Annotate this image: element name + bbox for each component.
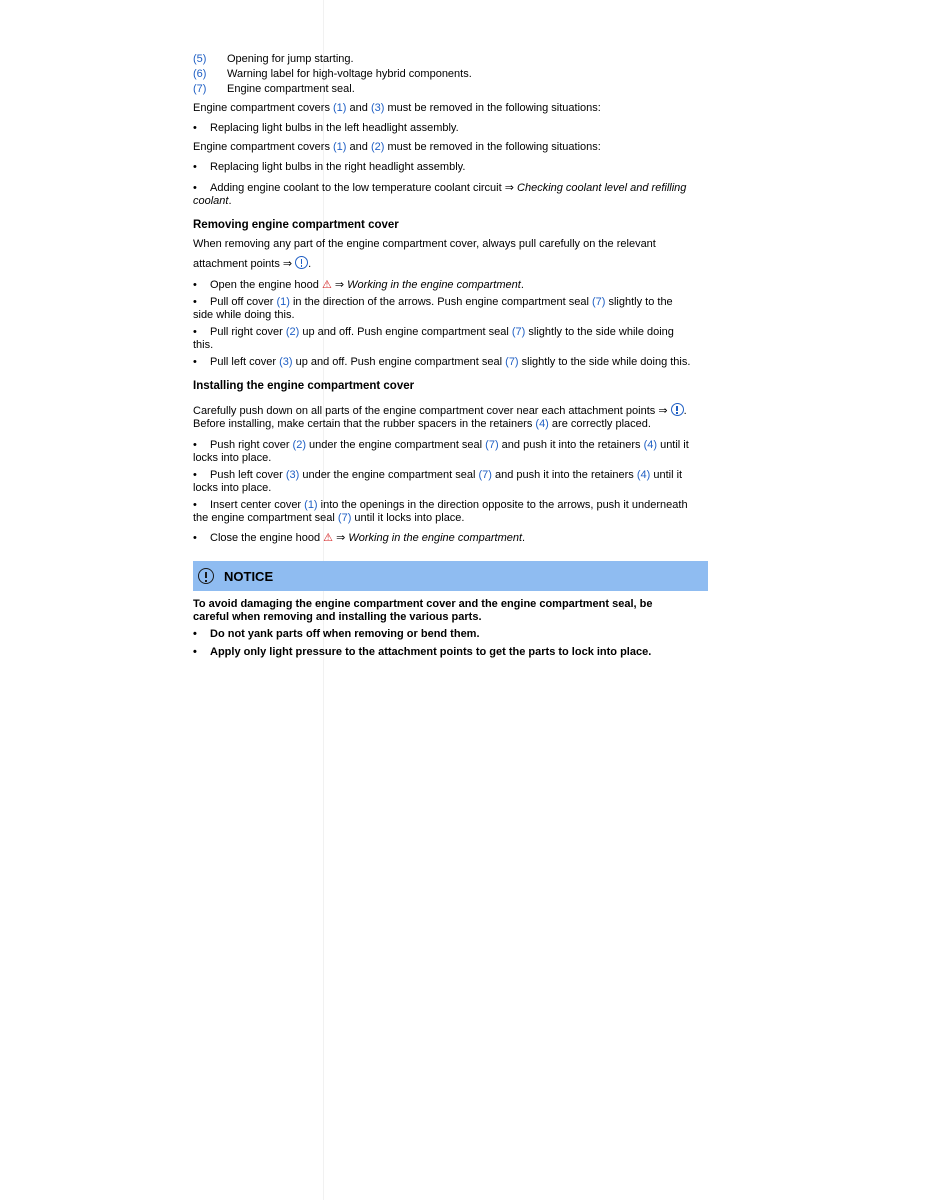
callout-ref[interactable]: (3) [279,356,293,368]
text: . [683,405,687,417]
bullet-right-headlight [193,161,708,174]
text: must be removed in the following situations: [384,102,601,114]
bullet-open-hood [193,279,708,292]
text: Pull right cover [210,326,286,338]
text: Push left cover [210,469,286,481]
text: slightly to the side while doing this. [518,356,691,368]
covers-1-3-paragraph [193,102,708,115]
legend-text: Engine compartment seal. [227,83,355,95]
bullet-pull-right-cover [193,326,708,352]
bullet-dot: • [193,182,197,194]
text: locks into place. [193,452,272,464]
warning-triangle-icon[interactable]: ⚠ [323,532,334,544]
text: until it [650,469,683,481]
bullet-dot: • [193,628,197,640]
text: When removing any part of the engine compartment cover, always pull carefully on the relevant [193,238,656,250]
text: . [520,279,524,291]
text: locks into place. [193,482,272,494]
bullet-dot: • [193,532,197,544]
removing-intro-cont [193,256,708,271]
removing-heading: Removing engine compartment cover [193,219,399,231]
text: ⇒ [331,279,348,291]
notice-text [193,598,708,624]
legend-number: (5) [193,53,207,65]
installing-intro [193,403,708,431]
text: . [308,258,312,270]
callout-ref[interactable]: (3) [285,469,300,481]
bullet-text: Open the engine hood [210,279,322,291]
callout-ref[interactable]: (1) [304,499,318,511]
text: this. [193,339,214,351]
callout-ref[interactable]: (1) [333,102,347,114]
notice-banner [193,561,708,591]
text: until it [657,439,689,451]
text: Pull left cover [210,356,280,368]
bullet-text: Adding engine coolant to the low temperature coolant circuit ⇒ [210,182,518,194]
removing-intro [193,238,708,251]
text: side while doing this. [193,309,295,321]
bullet-dot: • [193,469,197,481]
text: Engine compartment covers [193,102,334,114]
notice-bullet-pressure [193,646,708,659]
legend-number: (6) [193,68,207,80]
legend-text: Warning label for high-voltage hybrid components. [227,68,472,80]
notice-ref-icon[interactable] [671,403,684,416]
text: and [346,141,371,153]
bullet-dot: • [193,122,197,134]
text: under the engine compartment seal [306,439,486,451]
text: careful when removing and installing the various parts. [193,611,482,623]
bullet-pull-left-cover [193,356,708,369]
callout-ref[interactable]: (1) [333,141,347,153]
bullet-dot: • [193,279,197,291]
exclamation-circle-icon [198,568,214,584]
bullet-coolant [193,182,708,208]
covers-1-2-paragraph [193,141,708,154]
callout-ref[interactable]: (3) [370,102,385,114]
text: Carefully push down on all parts of the engine compartment cover near each attachment points ⇒ [193,405,671,417]
callout-ref[interactable]: (4) [643,439,658,451]
manual-page [193,52,708,659]
callout-ref[interactable]: (4) [535,418,549,430]
text: ⇒ [333,532,349,544]
bullet-left-headlight [193,122,708,135]
bullet-text: Apply only light pressure to the attachment points to get the parts to lock into place. [210,646,652,658]
text: and push it into the retainers [498,439,644,451]
callout-ref[interactable]: (2) [292,439,306,451]
text: Before installing, make certain that the rubber spacers in the retainers [193,418,536,430]
legend-number: (7) [193,83,207,95]
installing-heading: Installing the engine compartment cover [193,380,415,392]
text: are correctly placed. [548,418,651,430]
warning-triangle-icon[interactable]: ⚠ [321,279,332,291]
text: into the openings in the direction opposite to the arrows, push it underneath [317,499,688,511]
cross-reference-link[interactable]: Working in the engine compartment [348,532,523,544]
text: must be removed in the following situations: [384,141,601,153]
bullet-push-left-cover [193,469,708,495]
text: and push it into the retainers [491,469,637,481]
callout-ref[interactable]: (2) [370,141,385,153]
bullet-dot: • [193,296,197,308]
bullet-close-hood [193,532,708,545]
callout-ref[interactable]: (2) [285,326,300,338]
legend-text: Opening for jump starting. [227,53,354,65]
bullet-push-right-cover [193,439,708,465]
text: Push right cover [210,439,293,451]
text: slightly to the [605,296,673,308]
notice-bullet-yank [193,628,708,641]
text: To avoid damaging the engine compartment cover and the engine compartment seal, be [193,598,653,610]
text: under the engine compartment seal [299,469,479,481]
legend-item [193,82,708,97]
text: Pull off cover [210,296,277,308]
text: and [346,102,371,114]
bullet-dot: • [193,439,197,451]
text: Insert center cover [210,499,305,511]
callout-ref[interactable]: (1) [276,296,290,308]
callout-ref[interactable]: (7) [511,326,526,338]
callout-ref[interactable]: (7) [337,512,352,524]
text: up and off. Push engine compartment seal [299,326,512,338]
text: in the direction of the arrows. Push engine compartment seal [289,296,592,308]
bullet-text: Replacing light bulbs in the left headlight assembly. [210,122,459,134]
text: . [522,532,526,544]
bullet-insert-center-cover [193,499,708,525]
bullet-dot: • [193,499,197,511]
bullet-dot: • [193,161,197,173]
text: the engine compartment seal [193,512,338,524]
bullet-dot: • [193,646,197,658]
callout-ref[interactable]: (7) [478,469,492,481]
notice-ref-icon[interactable] [295,256,308,269]
legend-list [193,52,708,97]
bullet-dot: • [193,326,197,338]
cross-reference-link[interactable]: Checking coolant level and refilling coolant [193,182,687,207]
callout-ref[interactable]: (7) [591,296,606,308]
cross-reference-link[interactable]: Working in the engine compartment [347,279,521,291]
text: . [228,195,232,207]
callout-ref[interactable]: (7) [485,439,499,451]
text: until it locks into place. [351,512,465,524]
bullet-dot: • [193,356,197,368]
text: up and off. Push engine compartment seal [292,356,506,368]
notice-title: NOTICE [224,568,274,584]
legend-item [193,52,708,67]
bullet-text: Close the engine hood [210,532,324,544]
bullet-text: Replacing light bulbs in the right headlight assembly. [210,161,466,173]
text: slightly to the side while doing [525,326,674,338]
bullet-pull-off-cover [193,296,708,322]
bullet-text: Do not yank parts off when removing or bend them. [210,628,480,640]
callout-ref[interactable]: (4) [636,469,651,481]
text: attachment points ⇒ [193,258,296,270]
legend-item [193,67,708,82]
callout-ref[interactable]: (7) [505,356,519,368]
text: Engine compartment covers [193,141,334,153]
